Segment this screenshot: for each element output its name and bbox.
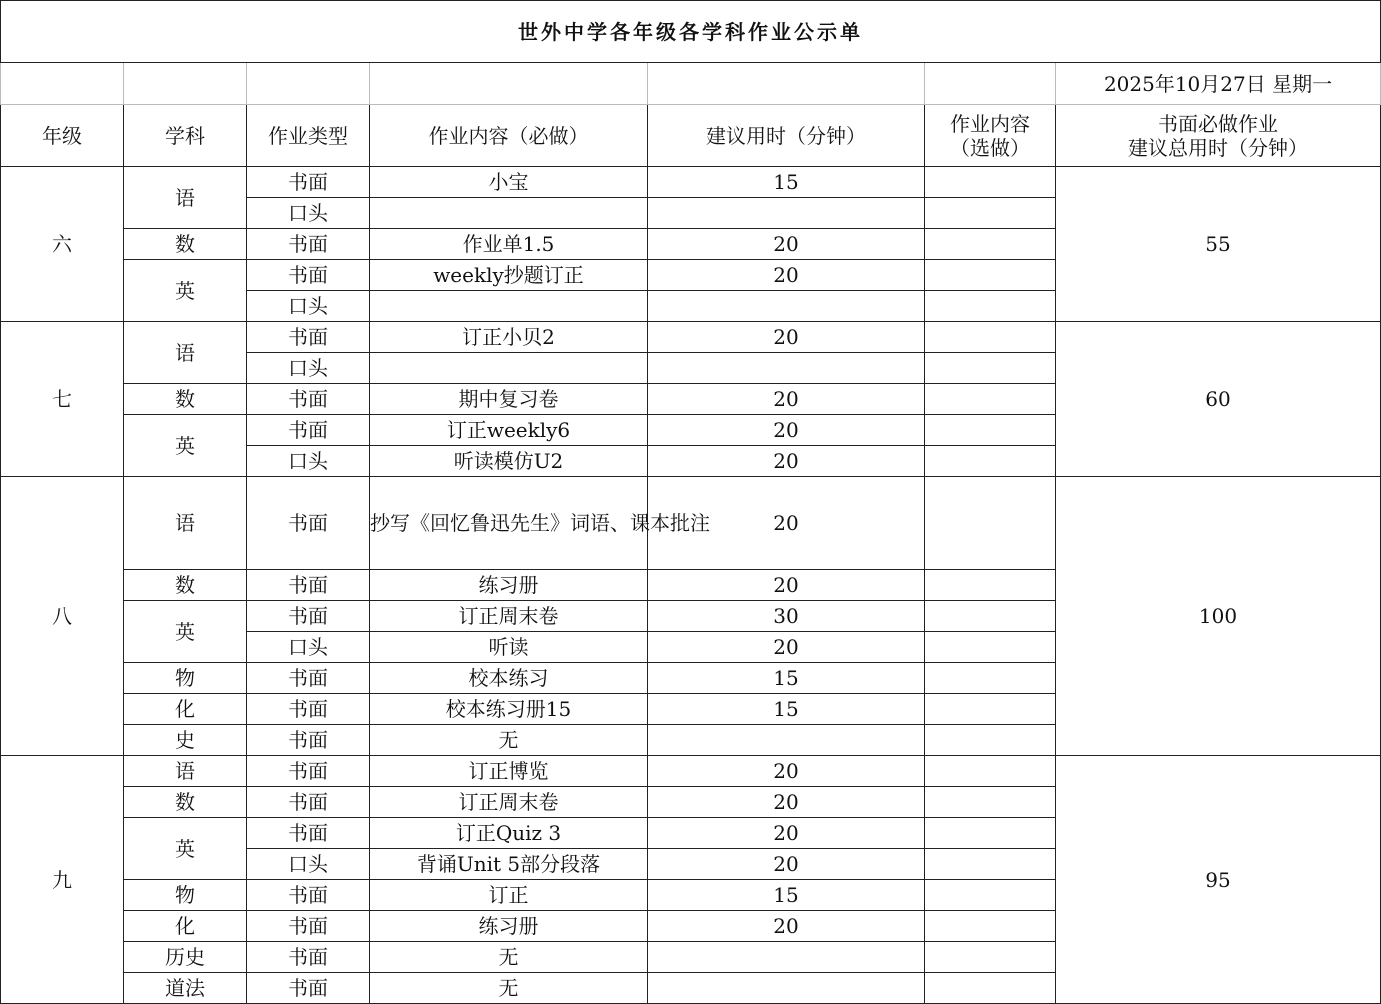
time-cell: 15 [648,167,925,198]
type-cell: 书面 [247,725,370,756]
type-cell: 书面 [247,942,370,973]
content-cell: 听读 [370,632,648,663]
header-optional-line1: 作业内容 [950,111,1030,136]
subject-cell: 史 [124,725,247,756]
optional-cell [925,694,1056,725]
type-cell: 书面 [247,477,370,570]
content-cell: 练习册 [370,570,648,601]
page-title: 世外中学各年级各学科作业公示单 [1,1,1381,63]
content-cell [370,198,648,229]
optional-cell [925,291,1056,322]
grade-cell: 八 [1,477,124,756]
subject-cell: 道法 [124,973,247,1004]
type-cell: 书面 [247,663,370,694]
time-cell: 15 [648,880,925,911]
time-cell: 20 [648,260,925,291]
content-cell [370,291,648,322]
time-cell: 20 [648,229,925,260]
blank-cell [648,63,925,105]
blank-cell [247,63,370,105]
type-cell: 书面 [247,260,370,291]
time-cell: 20 [648,756,925,787]
subject-cell: 物 [124,663,247,694]
table-row [1,322,1381,353]
content-cell: 校本练习册15 [370,694,648,725]
total-time-cell: 100 [1056,477,1381,756]
subject-cell: 历史 [124,942,247,973]
time-cell: 20 [648,477,925,570]
table-row [1,477,1381,570]
blank-cell [370,63,648,105]
content-cell: weekly抄题订正 [370,260,648,291]
time-cell [648,291,925,322]
optional-cell [925,415,1056,446]
subject-cell: 语 [124,322,247,384]
optional-cell [925,167,1056,198]
header-optional [925,105,1056,167]
header-subject: 学科 [124,105,247,167]
blank-cell [925,63,1056,105]
optional-cell [925,384,1056,415]
content-cell: 抄写《回忆鲁迅先生》词语、课本批注 [370,477,648,570]
content-cell: 练习册 [370,911,648,942]
header-time: 建议用时（分钟） [648,105,925,167]
grade-cell: 九 [1,756,124,1004]
total-time-cell: 55 [1056,167,1381,322]
grade-cell: 七 [1,322,124,477]
header-total-line2: 建议总用时（分钟） [1128,135,1309,160]
total-time-cell: 95 [1056,756,1381,1004]
type-cell: 书面 [247,415,370,446]
optional-cell [925,787,1056,818]
type-cell: 口头 [247,632,370,663]
time-cell [648,973,925,1004]
subject-cell: 语 [124,756,247,787]
content-cell: 校本练习 [370,663,648,694]
content-cell: 订正周末卷 [370,601,648,632]
header-grade: 年级 [1,105,124,167]
time-cell [648,198,925,229]
subject-cell: 数 [124,570,247,601]
type-cell: 书面 [247,322,370,353]
content-cell: 订正 [370,880,648,911]
optional-cell [925,880,1056,911]
subject-cell: 英 [124,415,247,477]
table-row [1,167,1381,198]
content-cell: 订正weekly6 [370,415,648,446]
subject-cell: 化 [124,694,247,725]
time-cell: 20 [648,849,925,880]
time-cell: 20 [648,911,925,942]
header-total [1056,105,1381,167]
type-cell: 口头 [247,849,370,880]
type-cell: 口头 [247,291,370,322]
content-cell [370,353,648,384]
content-cell: 期中复习卷 [370,384,648,415]
grade-cell: 六 [1,167,124,322]
time-cell [648,942,925,973]
subject-cell: 语 [124,167,247,229]
optional-cell [925,818,1056,849]
blank-cell [1,63,124,105]
content-cell: 无 [370,725,648,756]
optional-cell [925,570,1056,601]
time-cell: 20 [648,787,925,818]
content-cell: 订正周末卷 [370,787,648,818]
subject-cell: 物 [124,880,247,911]
time-cell: 20 [648,632,925,663]
optional-cell [925,725,1056,756]
subject-cell: 英 [124,818,247,880]
subject-cell: 英 [124,601,247,663]
subject-cell: 数 [124,787,247,818]
optional-cell [925,756,1056,787]
content-cell: 订正小贝2 [370,322,648,353]
content-cell: 无 [370,973,648,1004]
type-cell: 书面 [247,973,370,1004]
type-cell: 书面 [247,756,370,787]
type-cell: 书面 [247,787,370,818]
time-cell: 20 [648,384,925,415]
optional-cell [925,477,1056,570]
optional-cell [925,322,1056,353]
header-row [1,105,1381,167]
content-cell: 小宝 [370,167,648,198]
type-cell: 书面 [247,880,370,911]
type-cell: 书面 [247,384,370,415]
optional-cell [925,198,1056,229]
time-cell: 15 [648,663,925,694]
optional-cell [925,229,1056,260]
type-cell: 书面 [247,229,370,260]
optional-cell [925,911,1056,942]
time-cell: 20 [648,818,925,849]
content-cell: 听读模仿U2 [370,446,648,477]
header-type: 作业类型 [247,105,370,167]
content-cell: 订正Quiz 3 [370,818,648,849]
subject-cell: 语 [124,477,247,570]
subject-cell: 数 [124,229,247,260]
subject-cell: 数 [124,384,247,415]
header-optional-line2: （选做） [950,135,1030,160]
type-cell: 口头 [247,198,370,229]
time-cell: 20 [648,570,925,601]
type-cell: 书面 [247,601,370,632]
optional-cell [925,973,1056,1004]
time-cell: 15 [648,694,925,725]
optional-cell [925,663,1056,694]
total-time-cell: 60 [1056,322,1381,477]
optional-cell [925,632,1056,663]
time-cell: 30 [648,601,925,632]
time-cell: 20 [648,446,925,477]
type-cell: 口头 [247,446,370,477]
content-cell: 作业单1.5 [370,229,648,260]
time-cell [648,725,925,756]
optional-cell [925,260,1056,291]
optional-cell [925,942,1056,973]
date-label: 2025年10月27日 星期一 [1056,63,1381,105]
content-cell: 无 [370,942,648,973]
time-cell [648,353,925,384]
optional-cell [925,353,1056,384]
type-cell: 书面 [247,167,370,198]
header-content: 作业内容（必做） [370,105,648,167]
optional-cell [925,849,1056,880]
time-cell: 20 [648,415,925,446]
type-cell: 书面 [247,694,370,725]
time-cell: 20 [648,322,925,353]
blank-cell [124,63,247,105]
subject-cell: 化 [124,911,247,942]
optional-cell [925,601,1056,632]
content-cell: 订正博览 [370,756,648,787]
type-cell: 书面 [247,818,370,849]
content-cell: 背诵Unit 5部分段落 [370,849,648,880]
table-row [1,756,1381,787]
type-cell: 书面 [247,570,370,601]
header-total-line1: 书面必做作业 [1158,111,1279,136]
type-cell: 书面 [247,911,370,942]
type-cell: 口头 [247,353,370,384]
subject-cell: 英 [124,260,247,322]
optional-cell [925,446,1056,477]
